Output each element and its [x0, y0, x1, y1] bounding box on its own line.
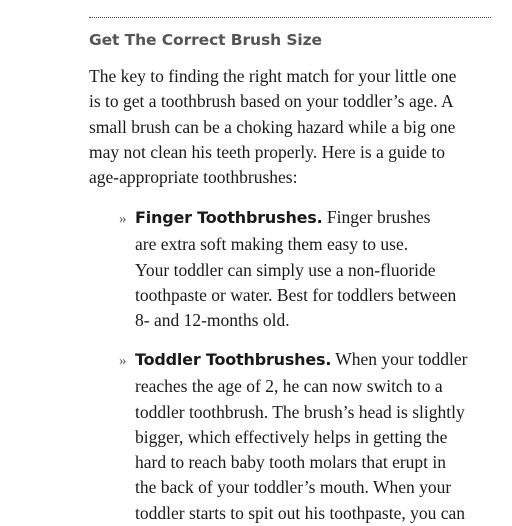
list-item-line: toddler toothbrush. The brush’s head is slightly [135, 401, 465, 422]
list-item-text: When your toddler [331, 349, 468, 369]
list-item-line: 8- and 12-months old. [135, 310, 290, 331]
intro-paragraph [89, 64, 489, 190]
section-heading: Get The Correct Brush Size [89, 31, 322, 49]
list-item-line: reaches the age of 2, he can now switch to a [135, 376, 443, 397]
list-item-line: Your toddler can simply use a non-fluoride [135, 259, 436, 280]
bullet-chevron-icon: » [119, 353, 127, 369]
bullet-chevron-icon: » [119, 211, 127, 227]
list-item-finger-toothbrushes [119, 205, 499, 333]
list-item-term: Toddler Toothbrushes. [135, 350, 332, 369]
list-item-line: bigger, which effectively helps in getting the [135, 426, 448, 447]
list-item-toddler-toothbrushes [119, 347, 499, 526]
list-item-text: Finger brushes [322, 207, 431, 227]
list-item-line: the back of your toddler’s mouth. When your [135, 477, 452, 498]
list-item-first-line [119, 205, 499, 232]
intro-line: is to get a toothbrush based on your toddler’s age. A [89, 91, 454, 112]
intro-line: may not clean his teeth properly. Here is a guide to [89, 141, 446, 162]
intro-line: The key to finding the right match for your little one [89, 66, 457, 86]
dotted-divider [89, 17, 491, 18]
intro-line: age-appropriate toothbrushes: [89, 167, 298, 188]
list-item-line: are extra soft making them easy to use. [135, 234, 409, 255]
list-item-line: hard to reach baby tooth molars that erupt in [135, 452, 447, 473]
list-item-line: toothpaste or water. Best for toddlers between [135, 284, 457, 305]
list-item-term: Finger Toothbrushes. [135, 208, 323, 227]
list-item-line: toddler starts to spit out his toothpaste, you can [135, 502, 466, 523]
intro-line: small brush can be a choking hazard while a big one [89, 116, 456, 137]
list-item-first-line [119, 347, 499, 374]
